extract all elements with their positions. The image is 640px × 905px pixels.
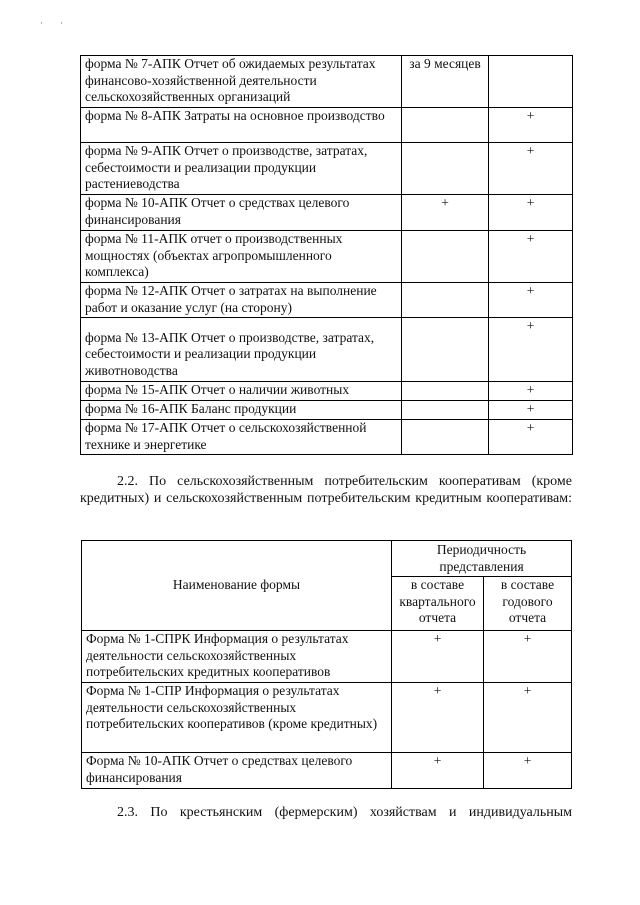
- form-name-cell: форма № 9-АПК Отчет о производстве, затратах, себестоимости и реализации продукции растениеводства: [81, 143, 402, 195]
- quarterly-cell: [402, 108, 489, 143]
- annual-cell: +: [484, 753, 572, 789]
- quarterly-cell: +: [392, 683, 484, 753]
- table-row: [81, 382, 573, 401]
- section-2-3-paragraph: 2.3. По крестьянским (фермерским) хозяйствам и индивидуальным: [117, 805, 572, 820]
- table-row: [81, 401, 573, 420]
- quarterly-cell: +: [392, 631, 484, 683]
- form-name-cell: форма № 10-АПК Отчет о средствах целевого финансирования: [81, 195, 402, 231]
- annual-cell: +: [489, 420, 573, 455]
- annual-cell: +: [484, 683, 572, 753]
- annual-cell: +: [484, 631, 572, 683]
- form-name-cell: Форма № 1-СПРК Информация о результатах деятельности сельскохозяйственных потребительских кредитных кооперативов: [82, 631, 392, 683]
- annual-cell: +: [489, 401, 573, 420]
- table-row: [81, 231, 573, 283]
- table-row: [81, 56, 573, 108]
- quarterly-cell: [402, 143, 489, 195]
- quarterly-cell: [402, 401, 489, 420]
- section-2-2-paragraph: 2.2. По сельскохозяйственным потребительским кооперативам (кроме кредитных) и сельскохозяйственным потребительским кредитным кооперативам:: [80, 474, 572, 506]
- annual-cell: +: [489, 108, 573, 143]
- table-row: [82, 631, 572, 683]
- table-row: [81, 195, 573, 231]
- table-row: [81, 143, 573, 195]
- scan-mark: ·: [40, 18, 43, 28]
- header-form-name: Наименование формы: [82, 541, 392, 631]
- form-name-cell: форма № 13-АПК Отчет о производстве, затратах, себестоимости и реализации продукции животноводства: [81, 318, 402, 382]
- form-name-cell: форма № 8-АПК Затраты на основное производство: [81, 108, 402, 143]
- form-name-cell: форма № 16-АПК Баланс продукции: [81, 401, 402, 420]
- header-quarterly: в составе квартального отчета: [392, 577, 484, 631]
- form-name-cell: форма № 11-АПК отчет о производственных мощностях (объектах агропромышленного комплекса): [81, 231, 402, 283]
- form-name-cell: Форма № 10-АПК Отчет о средствах целевого финансирования: [82, 753, 392, 789]
- table-row: [82, 753, 572, 789]
- table-row: [81, 318, 573, 382]
- quarterly-cell: за 9 месяцев: [402, 56, 489, 108]
- quarterly-cell: [402, 231, 489, 283]
- form-name-cell: форма № 12-АПК Отчет о затратах на выполнение работ и оказание услуг (на сторону): [81, 283, 402, 318]
- annual-cell: +: [489, 231, 573, 283]
- form-name-cell: форма № 7-АПК Отчет об ожидаемых результатах финансово-хозяйственной деятельности сельскохозяйственных организаций: [81, 56, 402, 108]
- annual-cell: +: [489, 195, 573, 231]
- quarterly-cell: [402, 283, 489, 318]
- annual-cell: +: [489, 382, 573, 401]
- header-annual: в составе годового отчета: [484, 577, 572, 631]
- forms-table-apk: [80, 55, 573, 455]
- form-name-cell: форма № 17-АПК Отчет о сельскохозяйственной технике и энергетике: [81, 420, 402, 455]
- quarterly-cell: [402, 382, 489, 401]
- table-row: [82, 683, 572, 753]
- scan-mark: ·: [60, 18, 63, 28]
- header-periodicity: Периодичность представления: [392, 541, 572, 577]
- quarterly-cell: +: [392, 753, 484, 789]
- annual-cell: +: [489, 143, 573, 195]
- table-row: [81, 283, 573, 318]
- table-header-row: [82, 541, 572, 577]
- quarterly-cell: [402, 318, 489, 382]
- quarterly-cell: [402, 420, 489, 455]
- table-row: [81, 108, 573, 143]
- form-name-cell: Форма № 1-СПР Информация о результатах деятельности сельскохозяйственных потребительских кооперативов (кроме кредитных): [82, 683, 392, 753]
- quarterly-cell: +: [402, 195, 489, 231]
- table-row: [81, 420, 573, 455]
- forms-table-cooperatives: [81, 540, 572, 789]
- annual-cell: [489, 56, 573, 108]
- annual-cell: +: [489, 283, 573, 318]
- annual-cell: +: [489, 318, 573, 382]
- form-name-cell: форма № 15-АПК Отчет о наличии животных: [81, 382, 402, 401]
